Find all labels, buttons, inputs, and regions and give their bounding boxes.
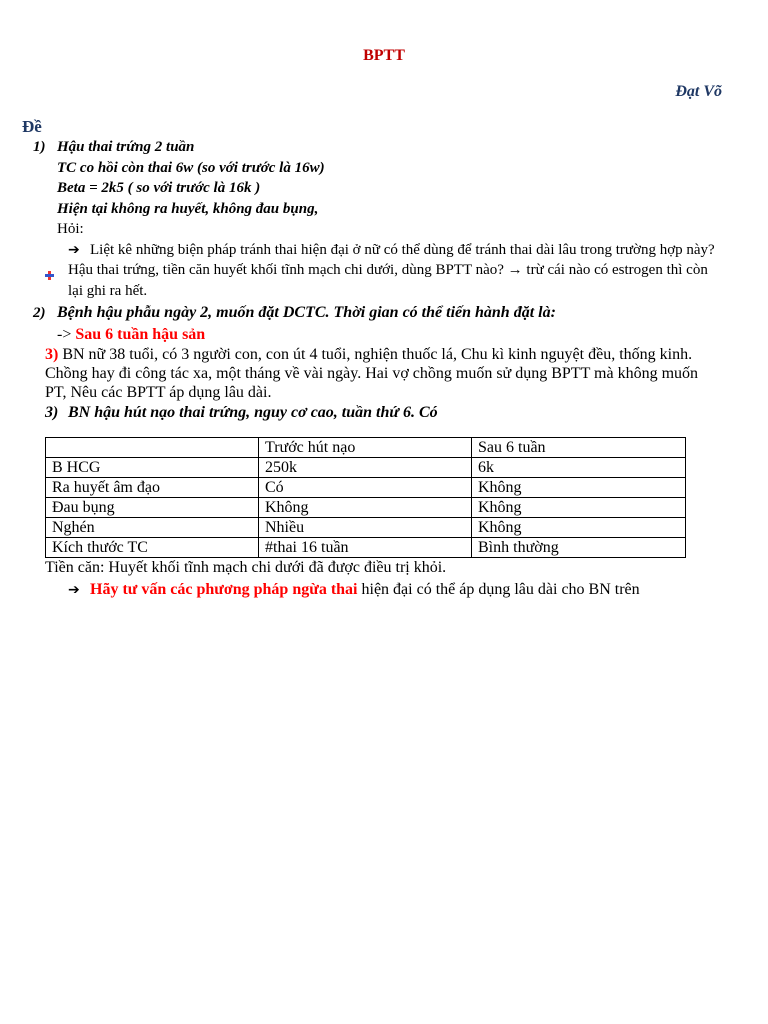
table-row xyxy=(46,498,686,518)
table-header-row xyxy=(46,438,686,458)
table-row xyxy=(46,518,686,538)
q1-line-3: Beta = 2k5 ( so với trước là 16k ) xyxy=(57,180,261,196)
final-highlight: Hãy tư vấn các phương pháp ngừa thai xyxy=(90,581,358,598)
right-arrow-icon: → xyxy=(507,262,523,278)
table-header-cell: Sau 6 tuần xyxy=(472,438,686,458)
table-row xyxy=(46,478,686,498)
final-instruction xyxy=(90,581,640,599)
q3a-line-1 xyxy=(45,346,692,364)
q2-number: 2) xyxy=(33,305,46,321)
table-cell: Nhiều xyxy=(259,518,472,538)
q1-bullet-2-text-b: trừ cái nào có estrogen thì còn xyxy=(526,262,708,278)
table-cell: Không xyxy=(259,498,472,518)
q1-bullet-1: Liệt kê những biện pháp tránh thai hiện đại ở nữ có thể dùng để tránh thai dài lâu trong trường hợp này? xyxy=(90,242,715,258)
table-cell: Ra huyết âm đạo xyxy=(46,478,259,498)
table-cell: 6k xyxy=(472,458,686,478)
history-note: Tiền căn: Huyết khối tĩnh mạch chi dưới đã được điều trị khỏi. xyxy=(45,559,447,576)
table-cell: Kích thước TC xyxy=(46,538,259,558)
q3b-number: 3) xyxy=(45,404,59,421)
q1-line-1: Hậu thai trứng 2 tuần xyxy=(57,139,195,155)
table-cell: #thai 16 tuần xyxy=(259,538,472,558)
table-cell: Không xyxy=(472,478,686,498)
table-cell: Có xyxy=(259,478,472,498)
table-cell: Đau bụng xyxy=(46,498,259,518)
arrow-bullet-icon: ➔ xyxy=(68,582,80,598)
q1-bullet-2-text-a: Hậu thai trứng, tiền căn huyết khối tĩnh mạch chi dưới, dùng BPTT nào? xyxy=(68,262,504,278)
q3a-line-3: PT, Nêu các BPTT áp dụng lâu dài. xyxy=(45,384,272,401)
q1-number: 1) xyxy=(33,139,46,155)
page-title: BPTT xyxy=(363,47,405,64)
arrow-bullet-icon: ➔ xyxy=(68,242,80,258)
table-header-cell: Trước hút nạo xyxy=(259,438,472,458)
q1-ask-label: Hỏi: xyxy=(57,221,84,237)
table-cell: B HCG xyxy=(46,458,259,478)
q1-line-4: Hiện tại không ra huyết, không đau bụng, xyxy=(57,201,319,217)
q3b-text: BN hậu hút nạo thai trứng, nguy cơ cao, tuần thứ 6. Có xyxy=(68,404,438,421)
q3a-line-1-text: BN nữ 38 tuổi, có 3 người con, con út 4 tuổi, nghiện thuốc lá, Chu kì kinh nguyệt đều, thống kinh. xyxy=(62,346,693,363)
table-cell: Bình thường xyxy=(472,538,686,558)
q3a-number: 3) xyxy=(45,346,59,363)
q1-bullet-2-line-1 xyxy=(68,262,708,279)
table-cell: Nghén xyxy=(46,518,259,538)
table-cell: Không xyxy=(472,518,686,538)
table-header-cell xyxy=(46,438,259,458)
table-row xyxy=(46,538,686,558)
final-rest: hiện đại có thể áp dụng lâu dài cho BN trên xyxy=(357,581,640,598)
table-row xyxy=(46,458,686,478)
q3a-line-2: Chồng hay đi công tác xa, một tháng về vài ngày. Hai vợ chồng muốn sử dụng BPTT mà không muốn xyxy=(45,365,699,382)
lab-comparison-table xyxy=(45,437,686,558)
star-bullet-icon xyxy=(45,267,54,285)
q1-bullet-2-line-2: lại ghi ra hết. xyxy=(68,283,148,299)
q1-line-2: TC co hồi còn thai 6w (so với trước là 16w) xyxy=(57,160,325,176)
section-label: Đề xyxy=(22,117,42,136)
q2-answer-prefix: -> xyxy=(57,326,72,343)
table-cell: Không xyxy=(472,498,686,518)
q2-answer: Sau 6 tuần hậu sản xyxy=(75,326,206,343)
table-cell: 250k xyxy=(259,458,472,478)
q2-text: Bệnh hậu phẫu ngày 2, muốn đặt DCTC. Thời gian có thể tiến hành đặt là: xyxy=(57,304,556,321)
author-name: Đạt Võ xyxy=(675,83,722,100)
q2-answer-line xyxy=(57,326,205,344)
